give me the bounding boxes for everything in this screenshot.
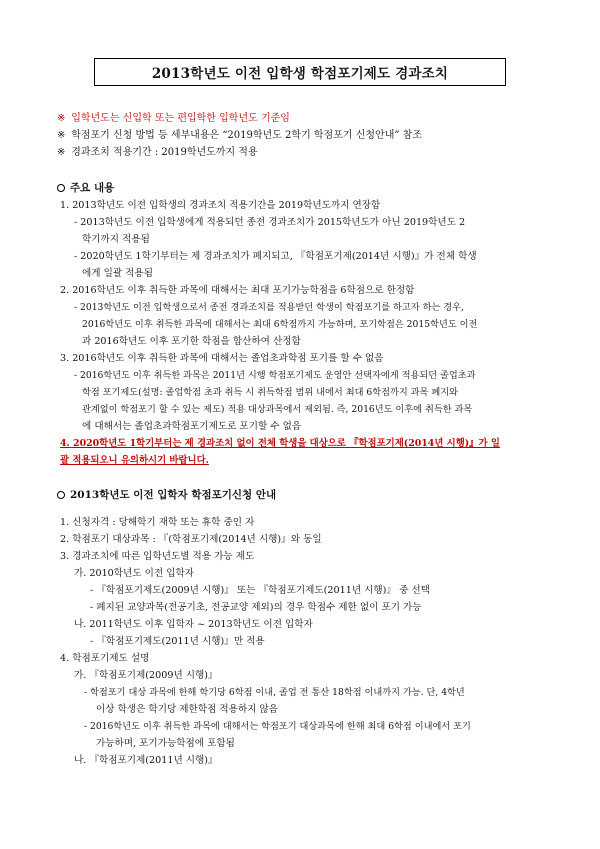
list-item: - 2020학년도 1학기부터는 제 경과조치가 폐지되고, 『학점포기제(2014년 시행)』가 전체 학생: [74, 251, 477, 262]
list-item: - 『학점포기제도(2009년 시행)』 또는 『학점포기제도(2011년 시행)』 중 선택: [90, 585, 430, 596]
list-item: 1. 2013학년도 이전 입학생의 경과조치 적용기간을 2019학년도까지 연장함: [60, 200, 381, 211]
note-text: 학점포기 신청 방법 등 세부내용은 “2019학년도 2학기 학점포기 신청안내” 참조: [71, 130, 422, 141]
circle-bullet-icon: [57, 491, 65, 499]
list-item: - 폐지된 교양과목(전공기초, 전공교양 제외)의 경우 학점수 제한 없이 포기 가능: [90, 602, 422, 613]
list-item: 과 2016학년도 이후 포기한 학점을 합산하여 산정함: [82, 336, 301, 347]
list-item: 에 대해서는 졸업초과학점포기제도로 포기할 수 없음: [82, 421, 302, 432]
warning-notice: 4. 2020학년도 1학기부터는 제 경과조치 없이 전체 학생을 대상으로 『학점포기제(2014년 시행)』가 일: [60, 438, 500, 449]
note-item: [57, 127, 557, 144]
section-heading-main: [57, 180, 114, 195]
section-heading-guide: [57, 487, 276, 502]
list-item: - 학점포기 대상 과목에 한해 학기당 6학점 이내, 졸업 전 통산 18학점 이내까지 가능. 단, 4학년: [84, 687, 465, 698]
list-item: 가. 『학점포기제(2009년 시행)』: [74, 670, 218, 681]
list-item: 나. 『학점포기제(2011년 시행)』: [74, 755, 218, 766]
list-item: 나. 2011학년도 이후 입학자 ~ 2013학년도 이전 입학자: [74, 619, 313, 630]
list-item: - 2013학년도 이전 입학생에게 적용되던 종전 경과조치가 2015학년도가 아닌 2019학년도 2: [74, 217, 466, 228]
reference-mark-icon: ※: [57, 147, 66, 158]
section-main-content: [60, 197, 550, 469]
note-text: 입학년도는 신입학 또는 편입학한 입학년도 기준임: [71, 113, 290, 124]
reference-mark-icon: ※: [57, 130, 66, 141]
circle-bullet-icon: [57, 184, 65, 192]
section-heading-text: 2013학년도 이전 입학자 학점포기신청 안내: [70, 489, 277, 501]
list-item: 2. 학점포기 대상과목 : 『(학점포기제(2014년 시행)』와 동일: [60, 534, 322, 545]
list-item: - 2013학년도 이전 입학생으로서 종전 경과조치를 적용받던 학생이 학점포기를 하고자 하는 경우,: [74, 302, 464, 313]
list-item: 에게 일괄 적용됨: [82, 268, 153, 279]
note-item: [57, 144, 557, 161]
list-item: 1. 신청자격 : 당해학기 재학 또는 휴학 중인 자: [60, 517, 255, 528]
note-item: [57, 110, 557, 127]
list-item: 3. 2016학년도 이후 취득한 과목에 대해서는 졸업초과학점 포기를 할 수 없음: [60, 353, 384, 364]
list-item: - 2016학년도 이후 취득한 과목은 2011년 시행 학점포기제도 운영안 선택자에게 적용되던 졸업초과: [74, 370, 476, 381]
list-item: - 2016학년도 이후 취득한 과목에 대해서는 학점포기 대상과목에 한해 최대 6학점 이내에서 포기: [84, 721, 471, 732]
list-item: - 『학점포기제도(2011년 시행)』만 적용: [90, 636, 265, 647]
list-item: 이상 학생은 학기당 제한학점 적용하지 않음: [96, 704, 279, 715]
reference-mark-icon: ※: [57, 113, 66, 124]
warning-notice: 괄 적용되오니 유의하시기 바랍니다.: [60, 455, 209, 466]
list-item: 가. 2010학년도 이전 입학자: [74, 568, 195, 579]
list-item: 학기까지 적용됨: [82, 234, 150, 245]
section-heading-text: 주요 내용: [70, 182, 115, 194]
list-item: 학점 포기제도(설명: 졸업학점 초과 취득 시 취득학점 범위 내에서 최대 6학점까지 과목 폐지와: [82, 387, 458, 398]
list-item: 3. 경과조치에 따른 입학년도별 적용 가능 제도: [60, 551, 255, 562]
list-item: 2. 2016학년도 이후 취득한 과목에 대해서는 최대 포기가능학점을 6학점으로 한정함: [60, 285, 415, 296]
page-title: 2013학년도 이전 입학생 학점포기제도 경과조치: [94, 58, 506, 86]
note-text: 경과조치 적용기간 : 2019학년도까지 적용: [71, 147, 258, 158]
list-item: 4. 학점포기제도 설명: [60, 653, 150, 664]
list-item: 관계없이 학점포기 할 수 있는 제도) 적용 대상과목에서 제외됨. 즉, 2016년도 이후에 취득한 과목: [82, 404, 473, 415]
section-guide-content: [60, 514, 550, 769]
list-item: 2016학년도 이후 취득한 과목에 대해서는 최대 6학점까지 가능하며, 포기학점은 2015학년도 이전: [82, 319, 478, 330]
list-item: 가능하며, 포기가능학점에 포함됨: [96, 738, 235, 749]
notice-list: [57, 110, 557, 161]
